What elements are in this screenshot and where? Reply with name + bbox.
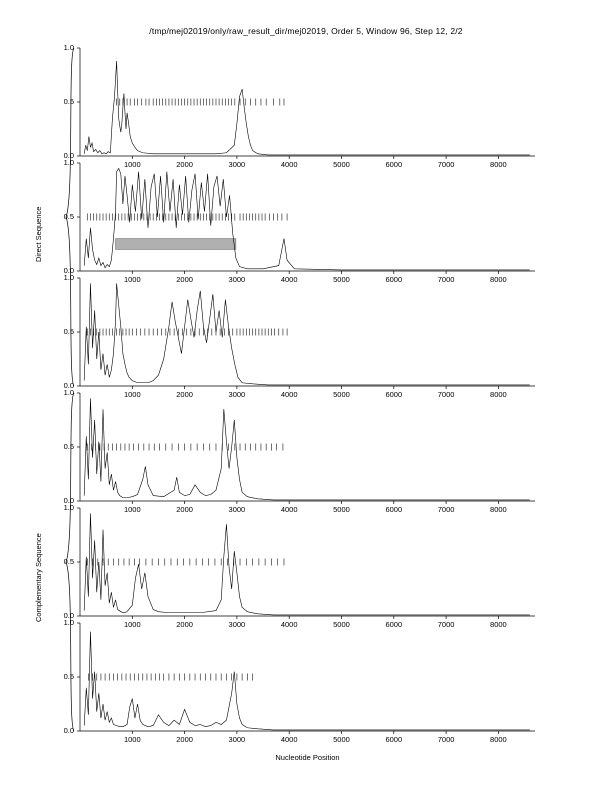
y-tick-label: 0.5 (63, 442, 74, 451)
x-tick-label: 5000 (333, 390, 350, 399)
x-tick-label: 2000 (176, 275, 193, 284)
x-tick-label: 2000 (176, 735, 193, 744)
figure-title: /tmp/mej02019/only/raw_result_dir/mej02019, Order 5, Window 96, Step 12, 2/2 (149, 26, 463, 36)
x-tick-label: 5000 (333, 620, 350, 629)
y-tick-label: 0.5 (63, 557, 74, 566)
x-tick-label: 1000 (123, 505, 141, 514)
x-tick-label: 7000 (437, 160, 455, 169)
x-tick-label: 8000 (490, 160, 507, 169)
x-tick-label: 5000 (333, 505, 350, 514)
x-tick-label: 1000 (123, 390, 141, 399)
x-tick-label: 4000 (280, 160, 298, 169)
x-tick-label: 8000 (490, 620, 507, 629)
x-tick-label: 2000 (176, 390, 193, 399)
x-tick-label: 4000 (280, 390, 298, 399)
x-tick-label: 3000 (228, 505, 246, 514)
x-tick-label: 1000 (123, 275, 141, 284)
x-tick-label: 3000 (228, 390, 246, 399)
x-tick-label: 4000 (280, 275, 298, 284)
x-tick-label: 4000 (280, 505, 298, 514)
y-tick-label: 0.0 (63, 151, 74, 160)
x-tick-label: 1000 (123, 160, 141, 169)
x-tick-label: 3000 (228, 160, 246, 169)
y-tick-label: 0.0 (63, 496, 74, 505)
x-tick-label: 5000 (333, 735, 350, 744)
x-tick-label: 7000 (437, 735, 455, 744)
x-tick-label: 3000 (228, 620, 246, 629)
y-tick-label: 0.5 (63, 97, 74, 106)
x-tick-label: 3000 (228, 275, 246, 284)
y-axis-label-complementary: Complementary Sequence (34, 533, 43, 622)
y-tick-label: 1.0 (63, 388, 74, 397)
x-axis-label: Nucleotide Position (275, 753, 340, 762)
y-tick-label: 1.0 (63, 273, 74, 282)
x-tick-label: 8000 (490, 275, 507, 284)
x-tick-label: 7000 (437, 390, 455, 399)
x-tick-label: 6000 (385, 735, 403, 744)
y-tick-label: 0.0 (63, 266, 74, 275)
y-tick-label: 0.0 (63, 726, 74, 735)
x-tick-label: 1000 (123, 735, 141, 744)
y-tick-label: 0.0 (63, 611, 74, 620)
x-tick-label: 6000 (385, 390, 403, 399)
x-tick-label: 6000 (385, 275, 403, 284)
x-tick-label: 5000 (333, 160, 350, 169)
x-tick-label: 8000 (490, 505, 507, 514)
x-tick-label: 6000 (385, 505, 403, 514)
x-tick-label: 4000 (280, 735, 298, 744)
y-tick-label: 1.0 (63, 43, 74, 52)
y-tick-label: 0.0 (63, 381, 74, 390)
x-tick-label: 3000 (228, 735, 246, 744)
x-tick-label: 7000 (437, 620, 455, 629)
y-tick-label: 0.5 (63, 672, 74, 681)
x-tick-label: 6000 (385, 160, 403, 169)
x-tick-label: 7000 (437, 505, 455, 514)
y-tick-label: 0.5 (63, 212, 74, 221)
x-tick-label: 2000 (176, 160, 193, 169)
x-tick-label: 1000 (123, 620, 141, 629)
y-tick-label: 1.0 (63, 503, 74, 512)
x-tick-label: 7000 (437, 275, 455, 284)
y-tick-label: 0.5 (63, 327, 74, 336)
x-tick-label: 2000 (176, 620, 193, 629)
x-tick-label: 5000 (333, 275, 350, 284)
x-tick-label: 2000 (176, 505, 193, 514)
y-axis-label-direct: Direct Sequence (34, 206, 43, 262)
y-tick-label: 1.0 (63, 158, 74, 167)
x-tick-label: 6000 (385, 620, 403, 629)
y-tick-label: 1.0 (63, 618, 74, 627)
series-line (84, 632, 530, 730)
x-tick-label: 8000 (490, 390, 507, 399)
x-tick-label: 4000 (280, 620, 298, 629)
x-tick-label: 8000 (490, 735, 507, 744)
stop-codon-tick-row (88, 674, 252, 681)
